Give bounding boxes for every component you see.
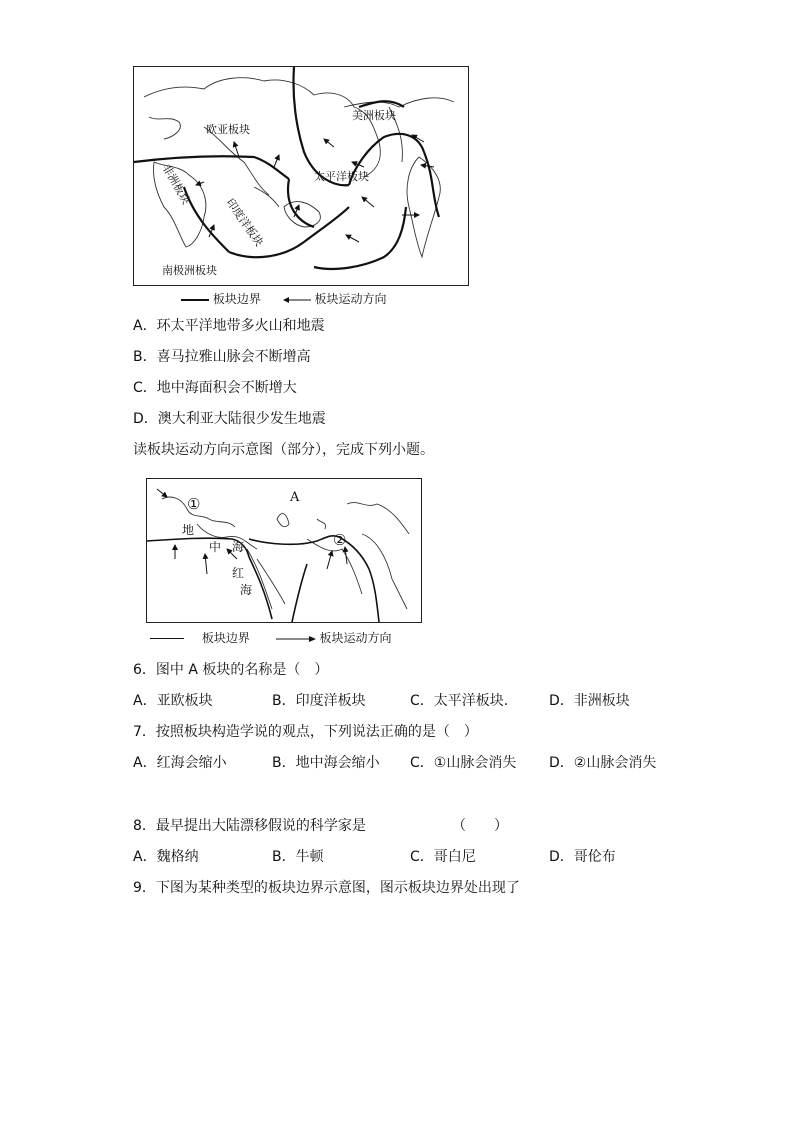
q6-option-b: B．印度洋板块 (272, 693, 366, 709)
label-plate-a: A (290, 490, 300, 505)
q6-option-d: D．非洲板块 (549, 693, 630, 709)
label-di: 地 (182, 523, 195, 537)
q7-option-a: A．红海会缩小 (133, 755, 227, 771)
label-mark-1: ① (187, 495, 201, 513)
label-africa-plate: 非洲板块 (159, 162, 193, 207)
q8-answer-paren: （ ） (452, 818, 508, 834)
q8-option-b: B．牛顿 (272, 849, 324, 865)
legend-direction-label: 板块运动方向 (319, 631, 392, 645)
arrow-left-icon (283, 293, 311, 307)
q6-stem: 6．图中 A 板块的名称是（ ） (133, 662, 329, 678)
q8-option-d: D．哥伦布 (549, 849, 616, 865)
q7-option-c: C．①山脉会消失 (410, 755, 517, 771)
map1-legend (181, 290, 387, 307)
label-antarctic-plate: 南极洲板块 (162, 264, 217, 277)
label-indian-plate: 印度洋板块 (223, 196, 266, 249)
label-zhong: 中 (209, 540, 222, 554)
map2-legend (150, 629, 392, 646)
q7-option-d: D．②山脉会消失 (549, 755, 657, 771)
label-hai-2: 海 (240, 583, 253, 597)
arrow-right-icon (276, 632, 316, 646)
q5-option-a: A．环太平洋地带多火山和地震 (133, 318, 325, 334)
label-hai-1: 海 (232, 540, 245, 554)
intro-text: 读板块运动方向示意图（部分），完成下列小题。 (133, 442, 434, 458)
legend-boundary-label: 板块边界 (201, 631, 250, 645)
q8-stem: 8．最早提出大陆漂移假说的科学家是 (133, 818, 366, 834)
label-mark-2: ② (333, 531, 347, 549)
boundary-line-icon (150, 638, 184, 640)
q7-option-b: B．地中海会缩小 (272, 755, 380, 771)
q8-option-a: A．魏格纳 (133, 849, 199, 865)
legend-direction-label: 板块运动方向 (314, 292, 387, 306)
q5-option-c: C．地中海面积会不断增大 (133, 380, 297, 396)
legend-boundary-label: 板块边界 (212, 292, 261, 306)
q8-option-c: C．哥白尼 (410, 849, 476, 865)
label-eurasia-plate: 欧亚板块 (206, 123, 250, 136)
q6-option-c: C．太平洋板块. (410, 693, 509, 709)
boundary-line-icon (181, 299, 209, 301)
q6-option-a: A．亚欧板块 (133, 693, 213, 709)
plate-map-regional (146, 478, 422, 623)
label-hong: 红 (232, 566, 245, 580)
label-america-plate: 美洲板块 (352, 109, 396, 122)
label-pacific-plate: 太平洋板块 (314, 170, 369, 183)
q5-option-b: B．喜马拉雅山脉会不断增高 (133, 349, 311, 365)
q5-option-d: D．澳大利亚大陆很少发生地震 (133, 411, 326, 427)
q9-stem: 9．下图为某种类型的板块边界示意图，图示板块边界处出现了 (133, 880, 520, 896)
q7-stem: 7．按照板块构造学说的观点，下列说法正确的是（ ） (133, 724, 478, 740)
plate-map-world (133, 66, 469, 286)
